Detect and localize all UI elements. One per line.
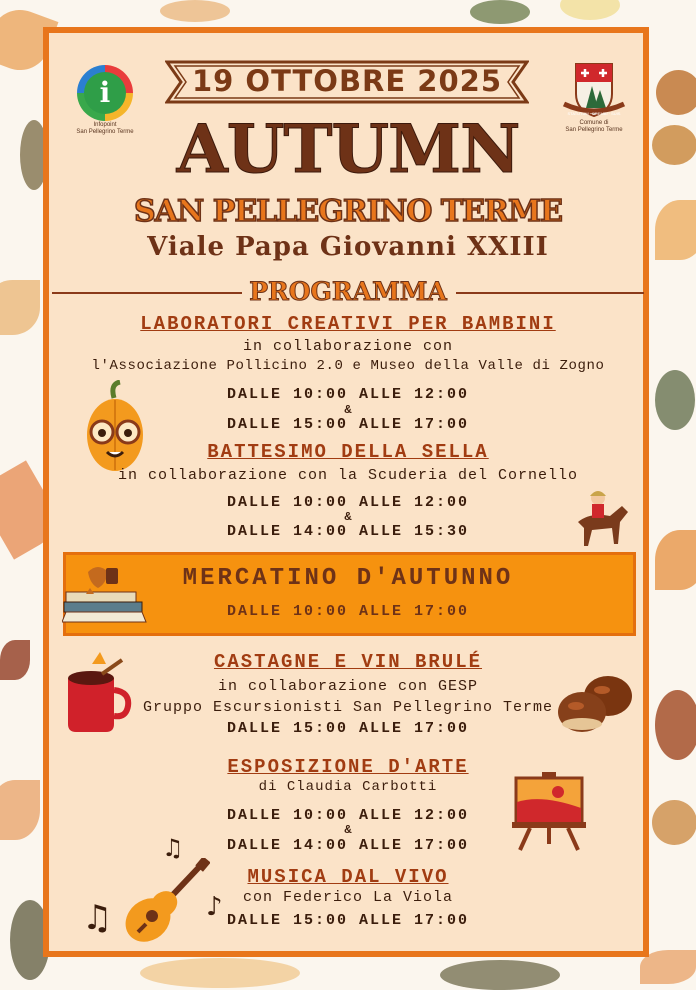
section-note: con Federico La Viola bbox=[242, 889, 454, 906]
page-subtitle: SAN PELLEGRINO TERME bbox=[133, 194, 563, 229]
info-icon: i bbox=[84, 72, 126, 114]
leaf-decoration bbox=[656, 70, 696, 115]
section-note: Gruppo Escursionisti San Pellegrino Terme bbox=[142, 699, 554, 716]
music-note-icon: ♪ bbox=[206, 892, 223, 922]
books-icon bbox=[62, 562, 148, 628]
date-banner bbox=[165, 60, 529, 104]
section-note: in collaborazione con GESP bbox=[217, 678, 479, 695]
time-separator: & bbox=[344, 510, 352, 524]
section-title-musica: MUSICA DAL VIVO bbox=[247, 866, 449, 888]
guitar-icon bbox=[118, 858, 210, 948]
section-note: in collaborazione con la Scuderia del Cornello bbox=[117, 467, 579, 484]
time-slot: DALLE 15:00 ALLE 17:00 bbox=[226, 416, 470, 433]
chestnuts-icon bbox=[556, 672, 636, 734]
section-title-mercatino: MERCATINO D'AUTUNNO bbox=[182, 565, 514, 592]
time-slot: DALLE 15:00 ALLE 17:00 bbox=[226, 720, 470, 737]
time-separator: & bbox=[344, 403, 352, 417]
easel-icon bbox=[512, 772, 588, 852]
section-title-castagne: CASTAGNE E VIN BRULÉ bbox=[213, 651, 483, 673]
infopoint-label: Infopoint bbox=[93, 122, 117, 128]
event-date: 19 OTTOBRE 2025 bbox=[191, 64, 503, 98]
section-note: in collaborazione con bbox=[242, 338, 454, 355]
section-title-laboratori: LABORATORI CREATIVI PER BAMBINI bbox=[140, 313, 556, 335]
venue-address: Viale Papa Giovanni XXIII bbox=[147, 232, 549, 262]
time-slot: DALLE 10:00 ALLE 17:00 bbox=[226, 603, 470, 620]
time-slot: DALLE 10:00 ALLE 12:00 bbox=[226, 386, 470, 403]
comune-sublabel: San Pellegrino Terme bbox=[565, 127, 623, 133]
section-title-battesimo: BATTESIMO DELLA SELLA bbox=[207, 441, 489, 463]
time-separator: & bbox=[344, 823, 352, 837]
comune-label: Comune di bbox=[579, 120, 609, 126]
infopoint-sublabel: San Pellegrino Terme bbox=[76, 129, 134, 135]
page-title: AUTUMN bbox=[176, 110, 520, 188]
leaf-decoration bbox=[560, 0, 620, 20]
time-slot: DALLE 14:00 ALLE 17:00 bbox=[226, 837, 470, 854]
time-slot: DALLE 10:00 ALLE 12:00 bbox=[226, 807, 470, 824]
horse-rider-icon bbox=[570, 488, 634, 550]
time-slot: DALLE 15:00 ALLE 17:00 bbox=[226, 912, 470, 929]
time-slot: DALLE 10:00 ALLE 12:00 bbox=[226, 494, 470, 511]
section-title-esposizione: ESPOSIZIONE D'ARTE bbox=[227, 756, 469, 778]
music-note-icon: ♫ bbox=[82, 898, 113, 938]
music-note-icon: ♫ bbox=[162, 834, 184, 862]
time-slot: DALLE 14:00 ALLE 15:30 bbox=[226, 523, 470, 540]
programma-heading: PROGRAMMA bbox=[249, 277, 447, 306]
section-note: l'Associazione Pollicino 2.0 e Museo della Valle di Zogno bbox=[91, 358, 605, 374]
leaf-decoration bbox=[470, 0, 530, 24]
leaf-decoration bbox=[440, 960, 560, 990]
section-note: di Claudia Carbotti bbox=[258, 779, 438, 795]
comune-motto: STATUTUM · BREMBI · SUIS bbox=[567, 111, 621, 116]
mug-icon bbox=[62, 650, 134, 734]
leaf-decoration bbox=[160, 0, 230, 22]
